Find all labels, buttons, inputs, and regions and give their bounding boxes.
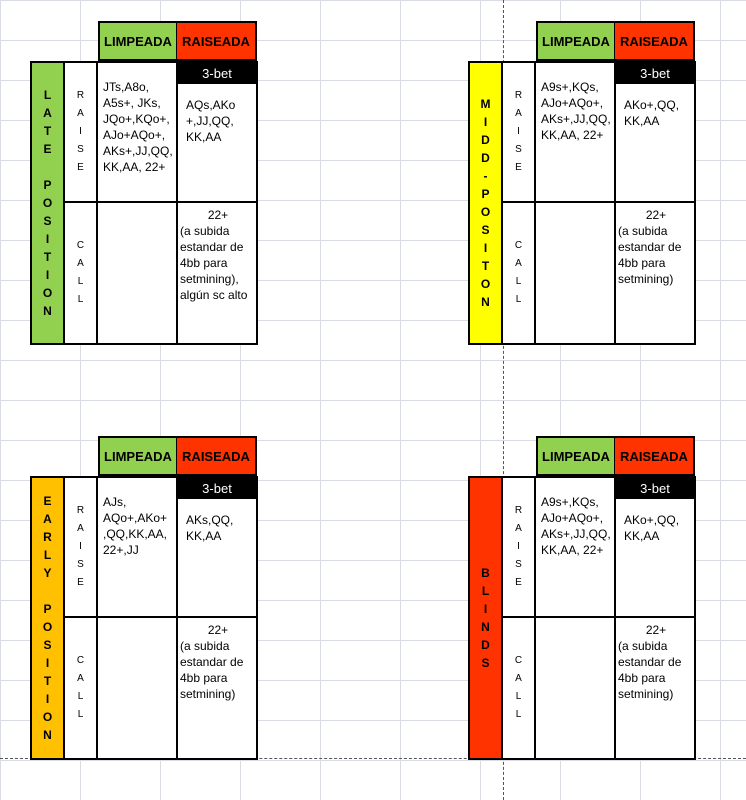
three-bet-label: 3-bet: [178, 63, 256, 84]
position-letter: N: [481, 295, 490, 309]
position-letter: L: [43, 548, 52, 562]
position-letter: E: [43, 142, 52, 156]
limp-raise-range: JTs,A8o, A5s+, JKs, JQo+,KQo+, AJo+AQo+, AKs+,JJ,QQ, KK,AA, 22+: [96, 61, 178, 203]
position-letter: M: [480, 97, 491, 111]
position-label: [30, 476, 65, 760]
raise-letter: A: [77, 523, 84, 534]
position-letter: B: [481, 566, 490, 580]
limp-raise-range: AJs, AQo+,AKo+ ,QQ,KK,AA, 22+,JJ: [96, 476, 178, 618]
call-letter: L: [515, 691, 522, 702]
position-letter: [46, 582, 49, 600]
raise-call-range: [176, 616, 258, 760]
call-letter: C: [514, 240, 523, 251]
raise-raise-cell: [176, 476, 258, 618]
raise-letter: I: [517, 126, 520, 137]
position-letter: N: [481, 620, 490, 634]
raise-raise-range: AQs,AKo +,JJ,QQ, KK,AA: [186, 98, 236, 144]
raise-letter: R: [514, 90, 523, 101]
position-letter: Y: [43, 566, 52, 580]
call-letter: A: [77, 673, 84, 684]
call-letter: L: [77, 276, 84, 287]
three-bet-label: 3-bet: [616, 63, 694, 84]
raise-label: [63, 476, 98, 618]
header-raiseada: RAISEADA: [615, 21, 695, 61]
raise-letter: E: [77, 162, 84, 173]
raise-letter: I: [79, 541, 82, 552]
middle-position-table: [468, 21, 698, 346]
raise-label: [501, 476, 536, 618]
raise-letter: R: [76, 90, 85, 101]
position-letter: T: [43, 250, 52, 264]
position-letter: S: [481, 656, 490, 670]
position-letter: O: [42, 286, 53, 300]
raise-raise-range: AKs,QQ, KK,AA: [186, 513, 234, 543]
raise-call-range: [614, 201, 696, 345]
raise-letter: R: [514, 505, 523, 516]
header-limpeada: LIMPEADA: [536, 436, 616, 476]
position-letter: D: [481, 151, 490, 165]
raise-letter: I: [517, 541, 520, 552]
position-letter: S: [43, 214, 52, 228]
raise-letter: S: [77, 559, 84, 570]
position-letter: S: [43, 638, 52, 652]
header-raiseada: RAISEADA: [615, 436, 695, 476]
raise-letter: R: [76, 505, 85, 516]
three-bet-label: 3-bet: [178, 478, 256, 499]
limp-call-range: [534, 201, 616, 345]
position-letter: L: [43, 88, 52, 102]
position-letter: T: [481, 259, 490, 273]
position-letter: O: [42, 620, 53, 634]
raise-letter: E: [515, 162, 522, 173]
raise-letter: S: [515, 559, 522, 570]
raise-raise-range: AKo+,QQ, KK,AA: [624, 98, 680, 128]
position-letter: D: [481, 133, 490, 147]
position-letter: I: [45, 692, 50, 706]
raise-call-amount: 22+: [645, 208, 667, 222]
raise-label: [501, 61, 536, 203]
limp-raise-range: A9s+,KQs, AJo+AQo+, AKs+,JJ,QQ, KK,AA, 22+: [534, 61, 616, 203]
position-letter: O: [42, 710, 53, 724]
raise-raise-range: AKo+,QQ, KK,AA: [624, 513, 680, 543]
position-label: [30, 61, 65, 345]
call-letter: L: [77, 294, 84, 305]
raise-letter: I: [79, 126, 82, 137]
raise-letter: A: [515, 108, 522, 119]
late-position-table: [30, 21, 260, 346]
call-letter: L: [515, 709, 522, 720]
position-letter: O: [480, 205, 491, 219]
call-label: [63, 201, 98, 345]
limp-raise-range: A9s+,KQs, AJo+AQo+, AKs+,JJ,QQ, KK,AA, 22+: [534, 476, 616, 618]
position-label: [468, 476, 503, 760]
three-bet-label: 3-bet: [616, 478, 694, 499]
position-letter: A: [43, 512, 52, 526]
blinds-table: [468, 436, 698, 761]
limp-call-range: [96, 616, 178, 760]
position-letter: I: [483, 602, 488, 616]
position-letter: R: [43, 530, 52, 544]
call-letter: A: [77, 258, 84, 269]
call-label: [501, 616, 536, 760]
raise-letter: E: [77, 577, 84, 588]
call-letter: C: [514, 655, 523, 666]
raise-label: [63, 61, 98, 203]
call-letter: L: [77, 691, 84, 702]
position-letter: N: [43, 728, 52, 742]
position-letter: I: [45, 656, 50, 670]
position-label: [468, 61, 503, 345]
position-letter: T: [43, 124, 52, 138]
raise-call-note: (a subida estandar de 4bb para setmining): [180, 639, 244, 701]
position-letter: L: [481, 584, 490, 598]
position-letter: -: [483, 169, 488, 183]
call-letter: A: [515, 258, 522, 269]
position-letter: A: [43, 106, 52, 120]
call-label: [63, 616, 98, 760]
limp-call-range: [534, 616, 616, 760]
raise-raise-cell: [176, 61, 258, 203]
position-letter: [46, 158, 49, 176]
position-letter: P: [43, 178, 52, 192]
raise-letter: S: [515, 144, 522, 155]
position-letter: E: [43, 494, 52, 508]
position-letter: I: [483, 241, 488, 255]
raise-letter: S: [77, 144, 84, 155]
position-letter: O: [480, 277, 491, 291]
call-letter: C: [76, 240, 85, 251]
raise-letter: A: [515, 523, 522, 534]
position-letter: P: [43, 602, 52, 616]
call-letter: L: [515, 276, 522, 287]
raise-call-range: [176, 201, 258, 345]
position-letter: I: [45, 232, 50, 246]
position-letter: I: [45, 268, 50, 282]
position-letter: D: [481, 638, 490, 652]
position-letter: P: [481, 187, 490, 201]
raise-letter: A: [77, 108, 84, 119]
header-limpeada: LIMPEADA: [98, 436, 178, 476]
raise-raise-cell: [614, 61, 696, 203]
raise-call-note: (a subida estandar de 4bb para setmining), algún sc alto: [180, 224, 248, 302]
raise-call-amount: 22+: [207, 623, 229, 637]
call-letter: L: [77, 709, 84, 720]
position-letter: I: [483, 115, 488, 129]
raise-raise-cell: [614, 476, 696, 618]
header-limpeada: LIMPEADA: [536, 21, 616, 61]
call-label: [501, 201, 536, 345]
position-letter: N: [43, 304, 52, 318]
call-letter: C: [76, 655, 85, 666]
header-raiseada: RAISEADA: [177, 436, 257, 476]
limp-call-range: [96, 201, 178, 345]
raise-call-amount: 22+: [645, 623, 667, 637]
raise-call-range: [614, 616, 696, 760]
header-raiseada: RAISEADA: [177, 21, 257, 61]
raise-call-amount: 22+: [207, 208, 229, 222]
early-position-table: [30, 436, 260, 761]
call-letter: L: [515, 294, 522, 305]
raise-letter: E: [515, 577, 522, 588]
position-letter: S: [481, 223, 490, 237]
raise-call-note: (a subida estandar de 4bb para setmining): [618, 224, 682, 286]
position-letter: T: [43, 674, 52, 688]
header-limpeada: LIMPEADA: [98, 21, 178, 61]
position-letter: O: [42, 196, 53, 210]
call-letter: A: [515, 673, 522, 684]
raise-call-note: (a subida estandar de 4bb para setmining): [618, 639, 682, 701]
